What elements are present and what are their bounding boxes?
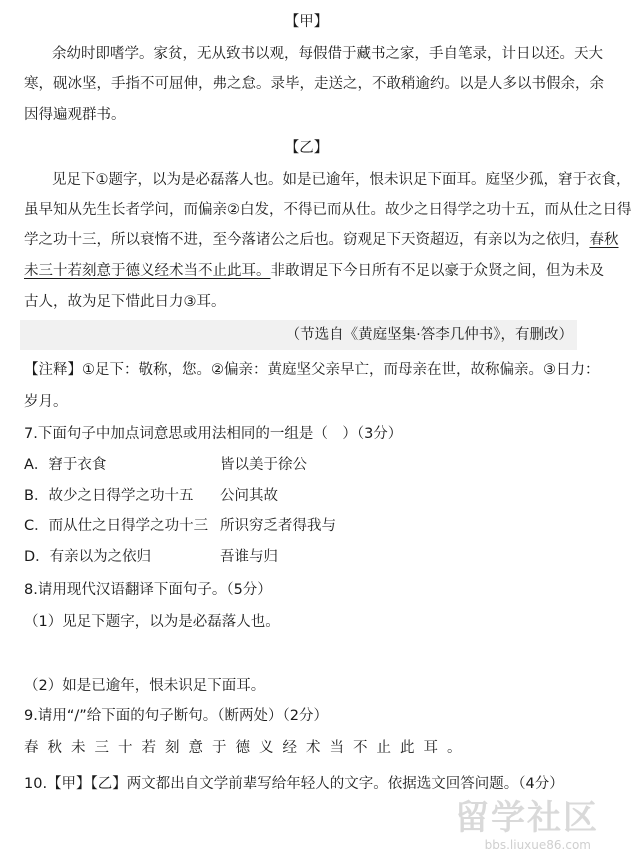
q7-option-c-compare: 所识穷乏者得我与: [220, 518, 336, 534]
watermark-logo: [439, 798, 599, 856]
q7-option-d-compare: 吾谁与归: [220, 549, 278, 565]
yi-line-3-body: 学之功十三，所以衰惰不进，至今落诸公之后也。窃观足下天资超迈，有亲以为之依归，: [24, 232, 590, 248]
q7-option-d: D．有亲以为之依归: [24, 549, 152, 565]
underlined-phrase: 未三十若刻意于德义经术当不止此耳。: [24, 263, 271, 279]
q8-item-2: （2）如是已逾年，恨未识足下面耳。: [24, 678, 266, 694]
source-citation: （节选自《黄庭坚集·答李几仲书》，有删改）: [285, 327, 573, 343]
q7-option-c: C．而从仕之日得学之功十三: [24, 518, 209, 534]
yi-line-4-tail: 非敢谓足下今日所有不足以豪于众贤之间，但为未及: [270, 263, 604, 279]
yi-text-line-4: [24, 261, 604, 281]
yi-text-line-1: 见足下①题字，以为是必磊落人也。如是已逾年，恨未识足下面耳。庭坚少孤，窘于衣食，: [52, 172, 631, 188]
underlined-phrase-start: 春秋: [589, 232, 619, 248]
notes-line-1: 【注释】①足下：敬称，您。②偏亲：黄庭坚父亲早亡，而母亲在世，故称偏亲。③日力：: [24, 362, 600, 378]
question-7-stem: 7.下面句子中加点词意思或用法相同的一组是（ ）（3分）: [24, 426, 403, 442]
watermark-url: bbs.liuxue86.com: [484, 838, 591, 852]
question-9-stem: 9.请用“/”给下面的句子断句。（断两处）（2分）: [24, 708, 328, 724]
q7-option-a: A．窘于衣食: [24, 457, 107, 473]
jia-text-line-2: 寒，砚冰坚，手指不可屈伸，弗之怠。录毕，走送之，不敢稍逾约。以是人多以书假余，余: [24, 76, 604, 92]
q7-option-b: B．故少之日得学之功十五: [24, 488, 194, 504]
watermark-brand: 留学社区: [455, 798, 599, 838]
q9-sentence: 春秋未三十若刻意于德义经术当不止此耳。: [24, 740, 471, 756]
q7-option-a-compare: 皆以美于徐公: [220, 457, 307, 473]
yi-text-line-2: 虽早知从先生长者学问，而偏亲②白发，不得已而从仕。故少之日得学之功十五，而从仕之日得: [24, 202, 632, 218]
question-8-stem: 8.请用现代汉语翻译下面句子。（5分）: [24, 582, 272, 598]
yi-text-line-3: [24, 230, 619, 250]
jia-text-line-3: 因得遍观群书。: [24, 107, 126, 123]
question-10-stem: 10.【甲】【乙】两文都出自文学前辈写给年轻人的文字。依据选文回答问题。（4分）: [24, 776, 564, 792]
yi-text-line-5: 古人，故为足下惜此日力③耳。: [24, 294, 226, 310]
notes-line-2: 岁月。: [24, 394, 68, 410]
q8-item-1: （1）见足下题字，以为是必磊落人也。: [24, 614, 280, 630]
heading-jia: 【甲】: [284, 14, 329, 30]
heading-yi: 【乙】: [284, 140, 329, 156]
q7-option-b-compare: 公问其故: [220, 488, 278, 504]
jia-text-line-1: 余幼时即嗜学。家贫，无从致书以观，每假借于藏书之家，手自笔录，计日以还。天大: [52, 46, 603, 62]
